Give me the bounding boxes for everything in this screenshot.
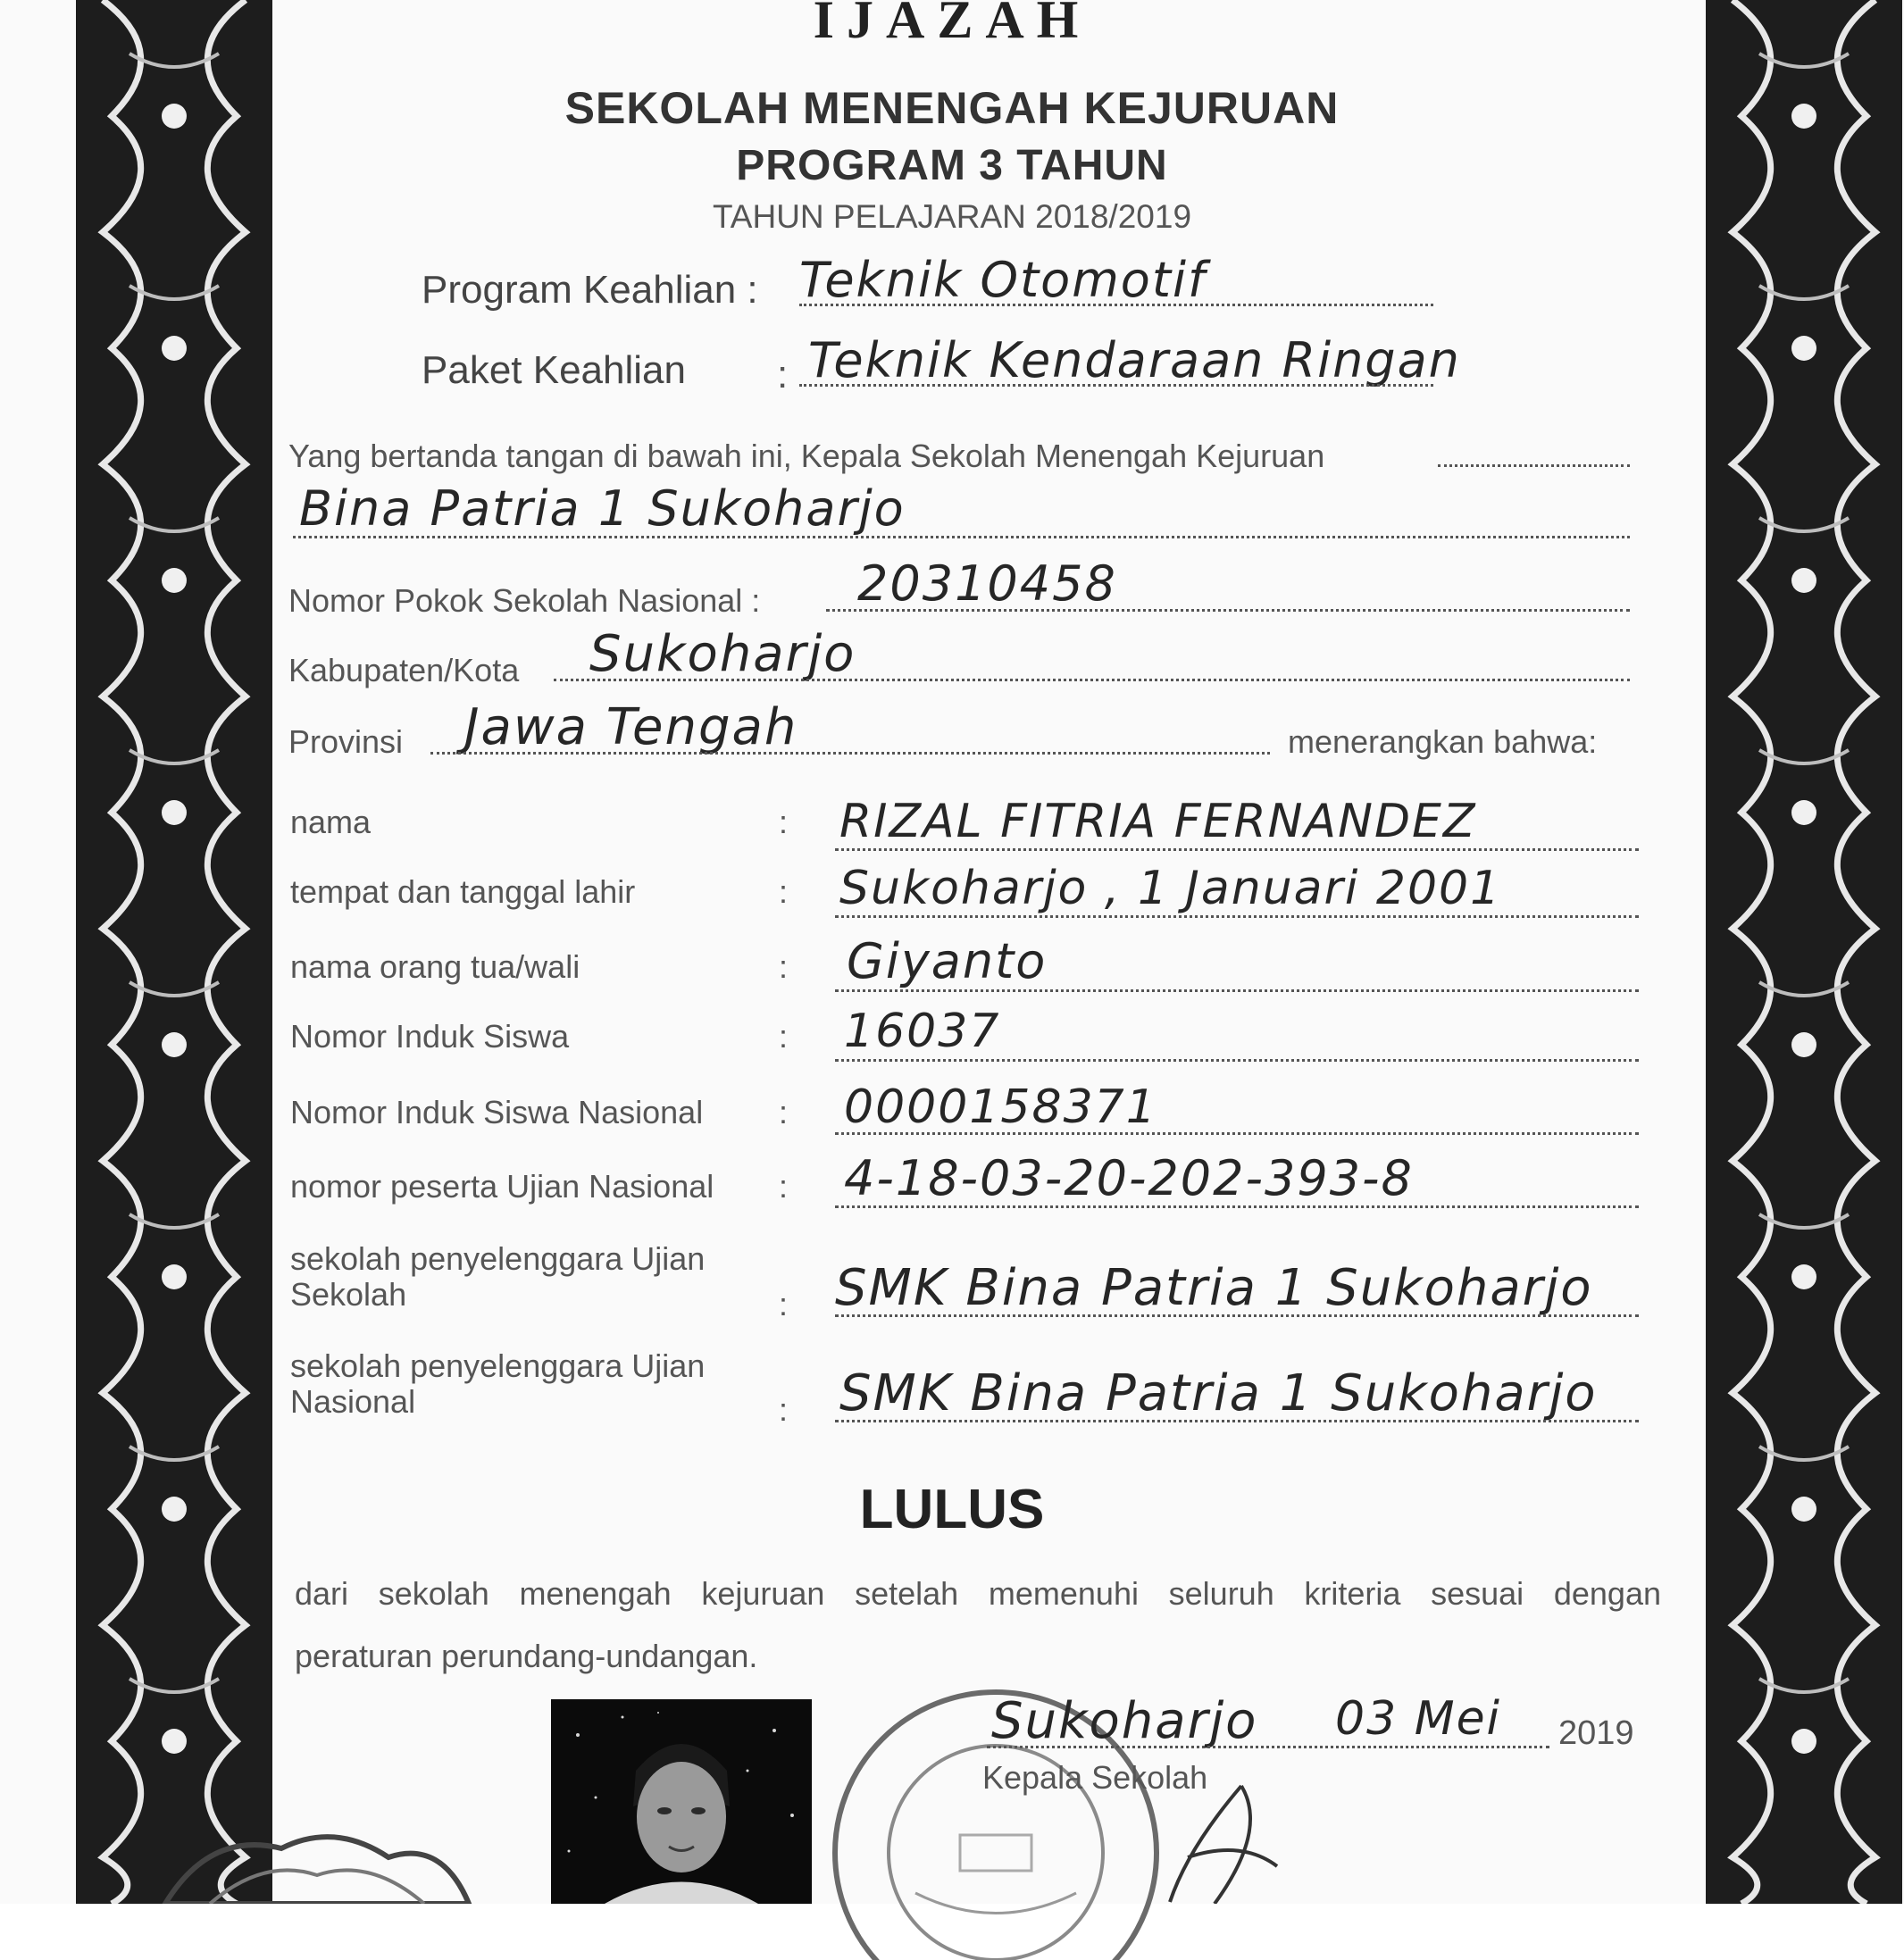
kabupaten-value: Sukoharjo bbox=[589, 625, 856, 683]
academic-year-heading: TAHUN PELAJARAN 2018/2019 bbox=[712, 198, 1192, 235]
no-peserta-un-value: 4-18-03-20-202-393-8 bbox=[844, 1150, 1414, 1206]
npsn-label: Nomor Pokok Sekolah Nasional : bbox=[288, 582, 761, 619]
signature-date-line bbox=[987, 1746, 1549, 1748]
student-photo bbox=[551, 1699, 812, 1904]
program-years-heading: PROGRAM 3 TAHUN bbox=[736, 142, 1168, 189]
penyelenggara-us-label-line2: Sekolah bbox=[290, 1276, 407, 1313]
nis-label: Nomor Induk Siswa bbox=[290, 1018, 570, 1055]
nama-colon: : bbox=[779, 804, 789, 840]
ttl-line bbox=[835, 915, 1639, 918]
student-photo-image bbox=[551, 1699, 812, 1904]
provinsi-line bbox=[430, 752, 1270, 755]
penyelenggara-us-label bbox=[290, 1241, 705, 1313]
orang-tua-value: Giyanto bbox=[847, 933, 1048, 989]
left-ornamental-border bbox=[76, 0, 272, 1904]
school-name-line bbox=[293, 536, 1630, 538]
program-keahlian-line bbox=[799, 304, 1433, 306]
npsn-line bbox=[826, 609, 1630, 612]
program-keahlian-label: Program Keahlian : bbox=[422, 268, 758, 312]
principal-signature-scribble bbox=[1134, 1777, 1313, 1904]
paket-keahlian-value: Teknik Kendaraan Ringan bbox=[808, 332, 1461, 388]
nama-line bbox=[835, 848, 1639, 851]
paket-keahlian-line bbox=[799, 384, 1433, 387]
penyelenggara-us-line bbox=[835, 1314, 1639, 1317]
ttl-colon: : bbox=[779, 873, 789, 910]
penyelenggara-un-label-line1: sekolah penyelenggara Ujian bbox=[290, 1347, 706, 1384]
ttl-label: tempat dan tanggal lahir bbox=[290, 873, 636, 910]
statement-line bbox=[1438, 464, 1630, 467]
ttl-value: Sukoharjo , 1 Januari 2001 bbox=[839, 862, 1502, 915]
result-text-line2: peraturan perundang-undangan. bbox=[295, 1638, 758, 1674]
signature-date: 03 Mei bbox=[1335, 1692, 1502, 1746]
nisn-value: 0000158371 bbox=[844, 1080, 1157, 1134]
penyelenggara-us-label-line1: sekolah penyelenggara Ujian bbox=[290, 1240, 706, 1277]
signature-place: Sukoharjo bbox=[991, 1692, 1258, 1750]
signature-role: Kepala Sekolah bbox=[982, 1759, 1208, 1796]
emblem-ornament bbox=[156, 1822, 478, 1904]
menerangkan-text: menerangkan bahwa: bbox=[1288, 723, 1598, 760]
kabupaten-label: Kabupaten/Kota bbox=[288, 652, 520, 688]
statement-text: Yang bertanda tangan di bawah ini, Kepala Sekolah Menengah Kejuruan bbox=[288, 438, 1325, 474]
provinsi-label: Provinsi bbox=[288, 723, 404, 760]
penyelenggara-us-colon: : bbox=[779, 1286, 789, 1322]
result-text-line1: dari sekolah menengah kejuruan setelah memenuhi seluruh kriteria sesuai dengan bbox=[295, 1575, 1661, 1612]
program-keahlian-value: Teknik Otomotif bbox=[799, 252, 1207, 308]
penyelenggara-un-value: SMK Bina Patria 1 Sukoharjo bbox=[839, 1364, 1598, 1422]
nisn-line bbox=[835, 1132, 1639, 1135]
right-ornamental-border bbox=[1706, 0, 1902, 1904]
nama-label: nama bbox=[290, 804, 372, 840]
provinsi-value: Jawa Tengah bbox=[464, 698, 798, 756]
penyelenggara-un-line bbox=[835, 1420, 1639, 1422]
penyelenggara-us-value: SMK Bina Patria 1 Sukoharjo bbox=[835, 1259, 1593, 1317]
nis-colon: : bbox=[779, 1018, 789, 1055]
npsn-value: 20310458 bbox=[857, 555, 1117, 612]
orang-tua-colon: : bbox=[779, 948, 789, 985]
paket-keahlian-colon: : bbox=[777, 353, 789, 396]
nis-line bbox=[835, 1059, 1639, 1062]
nisn-label: Nomor Induk Siswa Nasional bbox=[290, 1094, 704, 1130]
no-peserta-un-line bbox=[835, 1205, 1639, 1208]
school-type-heading: SEKOLAH MENENGAH KEJURUAN bbox=[564, 83, 1340, 133]
kabupaten-line bbox=[554, 679, 1630, 681]
no-peserta-un-colon: : bbox=[779, 1168, 789, 1205]
signature-year: 2019 bbox=[1558, 1714, 1634, 1752]
orang-tua-label: nama orang tua/wali bbox=[290, 948, 580, 985]
school-name-value: Bina Patria 1 Sukoharjo bbox=[299, 480, 906, 537]
document-title: IJAZAH bbox=[813, 0, 1091, 49]
nisn-colon: : bbox=[779, 1094, 789, 1130]
orang-tua-line bbox=[835, 989, 1639, 992]
penyelenggara-un-colon: : bbox=[779, 1391, 789, 1428]
nis-value: 16037 bbox=[844, 1005, 1001, 1058]
paket-keahlian-label: Paket Keahlian bbox=[422, 348, 686, 392]
no-peserta-un-label: nomor peserta Ujian Nasional bbox=[290, 1168, 714, 1205]
nama-value: RIZAL FITRIA FERNANDEZ bbox=[839, 795, 1477, 848]
penyelenggara-un-label bbox=[290, 1348, 705, 1420]
result-status: LULUS bbox=[859, 1479, 1045, 1540]
penyelenggara-un-label-line2: Nasional bbox=[290, 1383, 416, 1420]
